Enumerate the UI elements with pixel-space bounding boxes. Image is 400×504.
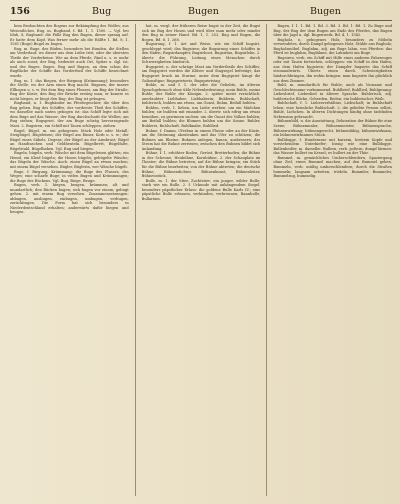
entry-paragraph: Buhl, m. mundartlich für Buhle; auch als Vorname und Geschlechtsname vorkommend. Buhlbrief, Buhllied, Buhlgesang: Liebesbrief, Liebeslied in älterer Sprache. Buhlerisch, adj. buhlerische Blicke, Geberden, Reden; ein buhlerisches Weib. [273, 83, 393, 101]
entry-paragraph: Bugband, n. 1. Bugbänder im Pferdegeschirr, die über den Bug gehen. Bug des Schiffes, der vorderste Theil des Schiffes, wo dasselbe nach unten gebogen ist: das Schiff legte sich mit dem Buge auf das Wasser; der Bug durchschnitt die Wellen; am Bug stehen; Bugspriet, der am Buge schräg hervorragende Mast. 2. Bugsiren, ein Schiff mit Tauen schleppen, ziehen. [10, 101, 129, 129]
entry-paragraph: Bugholz, n. gebogenes Holz, besonders zu Möbeln verwendetes, durch Dampf gebogenes Holz; Stühle aus Bugholz; Bugholzmöbel. Buglahm, adj. am Buge lahm, von Pferden: das Pferd ist buglahm; Buglähme, die Lahmheit am Buge. [273, 37, 393, 56]
entry-paragraph: hat, m. vergl. der früheren Reise bugst in der Zeit, die Bugst sich im Bug der Hosen und wird über man mehr oder minder den Bug in seiner Hand. Bd. 1, 1. 252. Bug und Bogen, die Bogen, Bd. 8, 1. 268. [141, 24, 261, 42]
entry-paragraph: Buhne, f. Damm, Uferbau in einem Flusse oder an der Küste, um die Strömung abzulenken und das Ufer zu schützen; die Buhnen am Rheine; Buhnen anlegen, bauen, ausbessern; der Strom hat die Buhne zerrissen; zwischen den Buhnen bildet sich Anlandung. [141, 128, 261, 151]
entry-paragraph: bem Beobachten des Bogens zur Bekämpfung des Wolfes; aus Wesentliches. Bug, m. Bugband, f. Bd. 1, 1. 1500. — Vgl. bei Iduh, 8, Bugband: die Fälle Bug den Bugen, dieser sprang auf. Er hatte dem Kopf, Was ferner mehr als die Hälfte 1. Bd. 8, 1. 1561 (Buge) Bugel zu bugen. [10, 24, 129, 47]
column-center [142, 24, 261, 496]
entry-paragraph: Bulldogge, f. Hunderasse mit kurzem, breitem Kopfe und vorstehendem Unterkiefer; bissig wie eine Bulldogge. Bullenbeißer, m. dasselbe. Bullern, verb. poltern, dumpf lärmen: das Wasser bullert im Kessel; es bullert an der Thür. [273, 137, 393, 156]
text-columns [10, 24, 392, 496]
entry-paragraph: Buhlschaft, f. 1. Liebesverhältnis, Liebschaft; in Buhlschaft leben; eine heimliche Buhlschaft. 2. die geliebte Person selbst, Buhle, Liebchen. In älteren Dichtungen häufig ohne tadelnden Nebensinn gebraucht. [273, 101, 393, 119]
entry-paragraph: Buge, f. Biegung, Krümmung: die Buge des Flusses, des Weges; eine scharfe Buge; in vielen Bugen und Krümmungen; die Buge des Rückens. Vgl. Bug, Biege, Beuge. [10, 169, 129, 183]
entry-paragraph: Bugel, Bügel, m. ein gebogenes Stück Holz oder Metall; Steigbügel, Bügeleisen; der Bügel am Eimer, Korb u. s. w.; der Bügel eines Säbels, Degens; der Bügel an der Armbrust; Bügel an Handtaschen und Geldbeuteln. Bügelbrett, Bügelfalte, Bügelstahl, Bügelhaken. Vgl. Bug und biegen. [10, 128, 129, 151]
entry-paragraph: Bugspriet, n. der schräge Mast am Vordertheile des Schiffes; am Bugspriet werden die Klüver und Stagsegel befestigt; das Bugspriet brach im Sturme; unter dem Bugspriet hängt die Galionsfigur; Bugsprietnetz, Bugsprietstag. [141, 64, 261, 83]
entry-paragraph: Bugsirung, f. 1. Art und Weise, wie ein Schiff bugsirt, geschleppt wird; das Bugsiren; die Bugsirung eines Schiffes in den Hafen; Bugsirdampfer, Bugsirboot, Bugsirtau, Bugsirlohn. 2. übertr. die Führung, Leitung eines Menschen durch Schwierigkeiten hindurch. [141, 42, 261, 65]
entry-paragraph: Buhlen, verb. 1. lieben, um Liebe werben: um ein Mädchen buhlen; sie buhlten mit einander. 2. übertr. sich eifrig um etwas bemühen, zu gewinnen suchen: um die Gunst des Volkes buhlen; um Beifall buhlen; die Blumen buhlen um die Sonne. Buhler, Buhlerei, Buhlschaft, Buhlknabe, Buhllied. [141, 105, 261, 129]
running-head-left: Bug [92, 6, 112, 17]
entry-paragraph: Buhle, m. und f. 1. der oder die Geliebte, im älteren Sprachgebrauch ohne üble Nebenbedeutung; mein Buhle, meine Buhle; der Buhle der Königin. 2. später meist verächtlich: unerlaubter Liebhaber, Liebhaberin; Buhlerin, Buhlschaft, buhlerisch, buhlen um etwas, um Gunst, Ruhm, Beifall buhlen. [141, 83, 261, 106]
entry-paragraph: Bugsiren, verb. ein Schiff mit Hilfe eines anderen Fahrzeuges oder mit Tauen fortziehen, schleppen: ein Schiff in den Hafen, aus dem Hafen bugsiren; der Dampfer bugsirte das Schiff stromaufwärts. Übertr. einen durch Schwierigkeiten hindurchbringen, ihn wohin bringen: man bugsirte ihn glücklich aus dem Zimmer. [273, 55, 393, 83]
entry-paragraph: Bühnenbild, n. die Ausstattung, Dekoration der Bühne für eine Szene; Bühnenmaler, Bühnenmeister, Bühnensprache, Bühnenwirkung; bühnengerecht, bühnenfähig, bühnenwirksam; ein bühnenwirksames Stück. [273, 119, 393, 138]
entry-paragraph: Bugen, f. 1. 1. Bd. 1. Bd. 3. Bd. 3. Bd. 1. Bd. 1. Zu Buge und Bug, der Bug der dem Bugen am Ende des Pferdes, das Bugen über die Jagd u. dgl. Bugenwerk. Bd. 4, 1. 1542. [273, 24, 393, 38]
page-number: 156 [10, 6, 30, 17]
entry-paragraph: Bummel, m. gemächliches Umherschlendern, Spaziergang ohne Ziel; einen Bummel machen; auf den Bummel gehen. Bummeln, verb. müßig umherschlendern; durch die Straßen bummeln; langsam arbeiten, trödeln. Bummler, Bummelei, Bummelzug, bummelig. [273, 155, 393, 179]
entry-paragraph: Bugen, verb. 1. biegen, beugen, krümmen; alt und mundartlich; den Rücken bugen; sich bugen vor einem; gebugt gehen. 2. mit einem Bug versehen. Zusammensetzungen: abbugen, ausbugen, einbugen, umbugen, verbugen, zurückbugen. Die Form hat sich besonders in Niederdeutschland erhalten; anderwärts dafür biegen und beugen. [10, 183, 129, 215]
column-left [10, 24, 129, 496]
running-head-center: Bugen [188, 6, 219, 17]
running-head-right: Bugen [310, 6, 341, 17]
entry-paragraph: Bulle, m. 1. der Stier, Zuchtstier; ein junger, wilder Bulle; stark wie ein Bulle. 2. f. Urkunde mit anhängendem Siegel, besonders päpstlicher Erlass: die goldene Bulle Karls IV.; eine päpstliche Bulle erlassen, verkünden, verbrennen; Bannbulle, Bullarium. [141, 178, 261, 201]
column-divider [266, 24, 267, 496]
column-right [273, 24, 392, 496]
entry-paragraph: Bug, m. Buge, des Rüden, besonders bei Hunden, die Stellen am Vorderlauf, wo dieser aus dem Leibe tritt, oder die obersten Theile der Vorderbeine. Wie an dem Pferde, Rind u. s. w. mehr als auch sonst; der Bug, bedeutet auch Ort, Spitze u. dgl. ist, und des Buges. Buges, Bug und Bugen, an dem schon die Bugfläche der Schiffe das Vordertheil der Schiffe bezeichnet wurde. [10, 46, 129, 79]
column-divider [135, 24, 136, 496]
page-header [10, 6, 392, 21]
entry-paragraph: Bug, m. 1. das Biegen, der Biegung (Krümmung); besonders die Stelle, wo der Arm einen Bug macht. Bugarm, der innere Ellbogen u. s. w. Bei dem Bug eines Flusses; am Bug der Straße; Bug der Küste; den Bug der Brücke erstieg man; er konnte es nicht biegen, er biegt den Bug; der Bug ist gebogen. [10, 78, 129, 101]
entry-paragraph: Bugeln, bügeln, verb. Wäsche mit dem Bügeleisen glätten; ein Hemd, ein Kleid bügeln; die Hosen bügeln; gebügelte Wäsche; das Bügeln der Wäsche. Auch: einen Bügel an etwas machen, mit einem Bügel versehen. Bügler, Büglerin, wer Wäsche bügelt. [10, 151, 129, 169]
entry-paragraph: Bühne, f. 1. erhöhter Boden, Gerüst, Bretterboden; die Bühne in der Scheune; Heubühne, Kornbühne. 2. der Schauplatz im Theater; die Bühne betreten; auf die Bühne bringen; ein Stück für die Bühne bearbeiten; von der Bühne abtreten; die deutsche Bühne; Bühnendichter, Bühnenkunst, Bühnenleiter, Bühnenstück. [141, 151, 261, 179]
